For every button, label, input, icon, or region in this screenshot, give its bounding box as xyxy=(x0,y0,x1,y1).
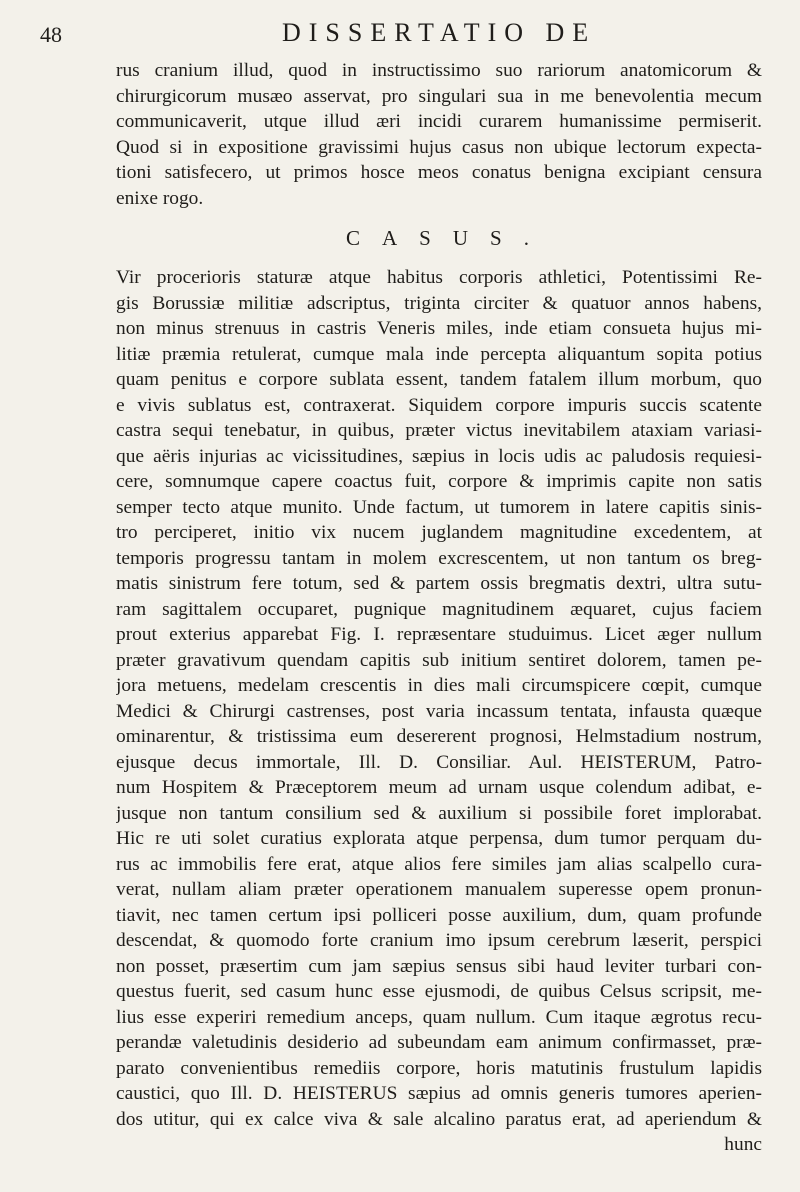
text-line: semper tecto atque munito. Unde factum, ut tumorem in latere capitis sinis- xyxy=(116,496,762,518)
text-line: Vir procerioris staturæ atque habitus corporis athletici, Potentissimi Re- xyxy=(116,267,762,288)
text-line: rus ac immobilis fere erat, atque alios fere similes jam alias scalpello cura- xyxy=(116,853,762,875)
text-line: ejusque decus immortale, Ill. D. Consiliar. Aul. HEISTERUM, Patro- xyxy=(116,751,762,773)
section-heading: CASUS. xyxy=(346,226,551,250)
text-line: gis Borussiæ militiæ adscriptus, triginta circiter & quatuor annos habens, xyxy=(116,292,762,314)
text-line: dos utitur, qui ex calce viva & sale alcalino paratus erat, ad aperiendum & xyxy=(116,1108,762,1130)
text-line: Quod si in expositione gravissimi hujus casus non ubique lectorum expecta- xyxy=(116,136,762,158)
text-line: castra sequi tenebatur, in quibus, præter victus inevitabilem ataxiam variasi- xyxy=(116,420,762,441)
text-line: e vivis sublatus est, contraxerat. Siquidem corpore impuris succis scatente xyxy=(116,394,762,416)
text-line: descendat, & quomodo forte cranium imo ipsum cerebrum læserit, perspici xyxy=(116,930,762,951)
text-line: tiavit, nec tamen certum ipsi polliceri posse auxilium, dum, quam profunde xyxy=(116,904,762,926)
text-line: chirurgicorum musæo asservat, pro singulari sua in me benevolentia mecum xyxy=(116,85,762,107)
text-line: communicaverit, utque illud æri incidi curarem humanissime permiserit. xyxy=(116,111,762,132)
text-line: jora metuens, medelam crescentis in dies mali circumspicere cœpit, cumque xyxy=(116,675,762,696)
text-line: non minus strenuus in castris Veneris miles, inde etiam consueta hujus mi- xyxy=(116,318,762,339)
text-line: temporis progressu tantam in molem excrescentem, ut non tantum os breg- xyxy=(116,547,762,569)
text-line: Hic re uti solet curatius explorata atque perpensa, dum tumor perquam du- xyxy=(116,828,762,849)
text-line: jusque non tantum consilium sed & auxilium si possibile foret implorabat. xyxy=(116,802,762,824)
text-line: cere, somnumque capere coactus fuit, corpore & imprimis capite non satis xyxy=(116,471,762,492)
text-line: ram sagittalem occuparet, pugnique magnitudinem æquaret, cujus faciem xyxy=(116,598,762,620)
text-line: Medici & Chirurgi castrenses, post varia incassum tentata, infausta quæque xyxy=(116,700,762,722)
text-line: tro perciperet, initio vix nucem juglandem magnitudine excedentem, at xyxy=(116,522,762,543)
text-line: lius esse experiri remedium anceps, quam nullum. Cum itaque ægrotus recu- xyxy=(116,1006,762,1028)
text-line: parato convenientibus remediis corpore, horis matutinis frustulum lapidis xyxy=(116,1057,762,1079)
body-text xyxy=(116,58,762,1158)
text-line: non posset, præsertim cum jam sæpius sensus sibi haud leviter turbari con- xyxy=(116,955,762,977)
catchword: hunc xyxy=(724,1134,762,1155)
text-line: verat, nullam aliam præter operationem manualem superesse opem pronun- xyxy=(116,879,762,900)
text-line: tioni satisfecero, ut primos hosce meos conatus benigna excipiant censura xyxy=(116,162,762,183)
text-line: caustici, quo Ill. D. HEISTERUS sæpius ad omnis generis tumores aperien- xyxy=(116,1083,762,1104)
text-line: præter gravativum quendam capitis sub initium sentiret dolorem, tamen pe- xyxy=(116,649,762,671)
text-line: questus fuerit, sed casum hunc esse ejusmodi, de quibus Celsus scripsit, me- xyxy=(116,981,762,1002)
text-line: que aëris injurias ac vicissitudines, sæpius in locis udis ac paludosis requiesi- xyxy=(116,445,762,467)
text-line: prout exterius apparebat Fig. I. repræsentare studuimus. Licet æger nullum xyxy=(116,624,762,645)
text-line: ominarentur, & tristissima eum desererent prognosi, Helmstadium nostrum, xyxy=(116,726,762,747)
page-number: 48 xyxy=(40,22,62,47)
text-line: enixe rogo. xyxy=(116,187,204,209)
text-line: rus cranium illud, quod in instructissimo suo rariorum anatomicorum & xyxy=(116,60,762,81)
running-title: DISSERTATIO DE xyxy=(282,18,597,47)
casus-paragraph xyxy=(116,265,762,1158)
text-line: num Hospitem & Præceptorem meum ad urnam usque colendum adibat, e- xyxy=(116,777,762,798)
text-line: litiæ præmia retulerat, cumque mala inde percepta aliquantum sopita potius xyxy=(116,343,762,365)
intro-paragraph xyxy=(116,58,762,211)
text-line: perandæ valetudinis desiderio ad subeundam eam animum confirmasset, præ- xyxy=(116,1032,762,1053)
text-line: quam penitus e corpore sublata essent, tandem fatalem illum morbum, quo xyxy=(116,369,762,390)
text-line: matis sinistrum fere totum, sed & partem ossis bregmatis dextri, ultra sutu- xyxy=(116,573,762,594)
